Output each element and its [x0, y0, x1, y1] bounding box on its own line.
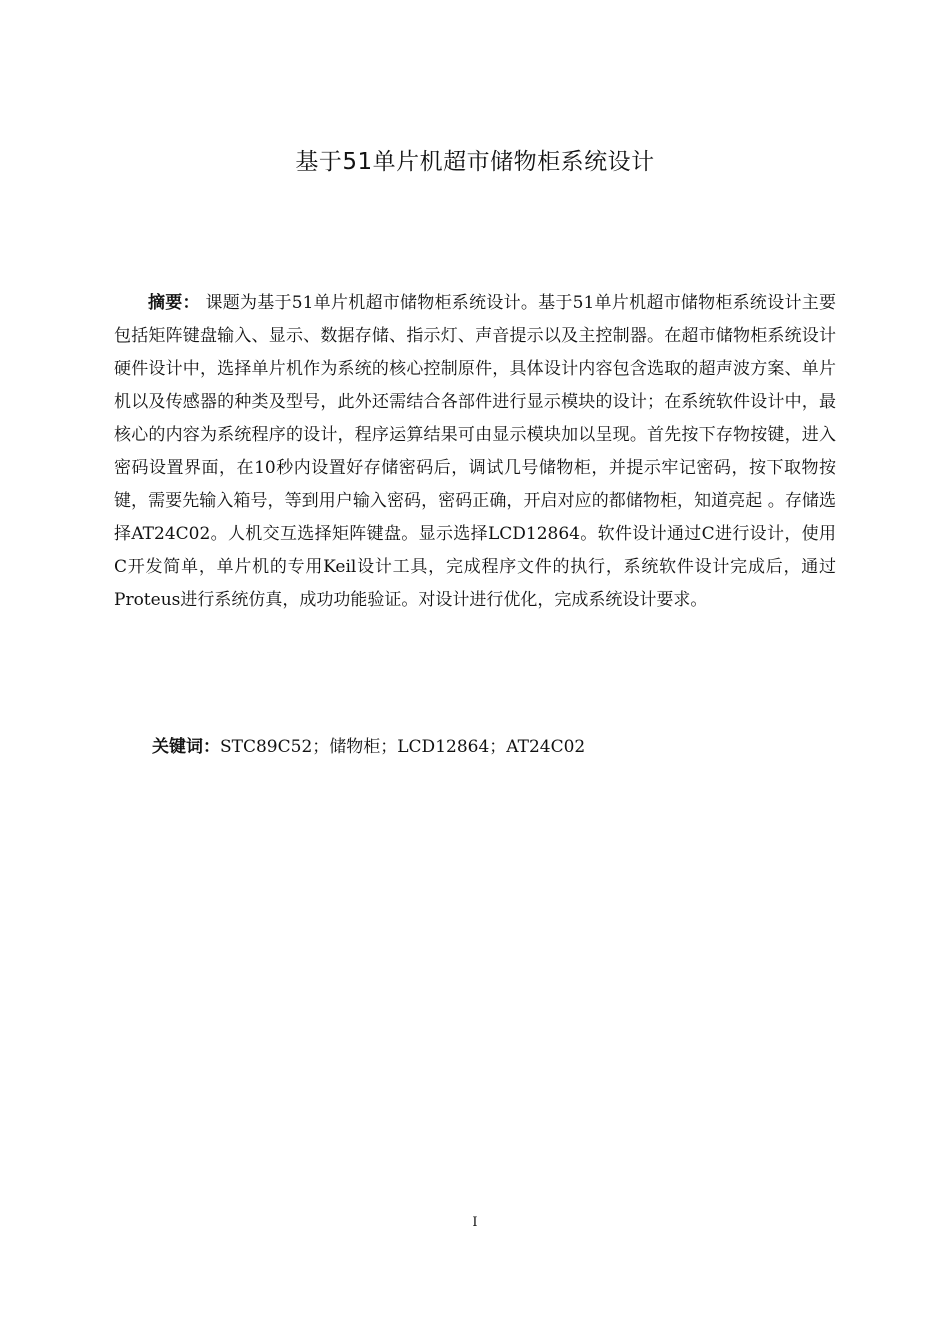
page-number: I — [472, 1215, 478, 1230]
keywords-paragraph — [114, 731, 836, 764]
abstract-label: 摘要： — [148, 293, 200, 313]
keywords-text: STC89C52；储物柜；LCD12864；AT24C02 — [220, 737, 586, 757]
document-title: 基于51单片机超市储物柜系统设计 — [295, 149, 655, 175]
abstract-text: 课题为基于51单片机超市储物柜系统设计。基于51单片机超市储物柜系统设计主要包括矩阵键盘输入、显示、数据存储、指示灯、声音提示以及主控制器。在超市储物柜系统设计硬件设计中，选择单片机作为系统的核心控制原件，具体设计内容包含选取的超声波方案、单片机以及传感器的种类及型号，此外还需结合各部件进行显示模块的设计；在系统软件设计中，最核心的内容为系统程序的设计，程序运算结果可由显示模块加以呈现。首先按下存物按键，进入密码设置界面，在10秒内设置好存储密码后，调试几号储物柜，并提示牢记密码，按下取物按键，需要先输入箱号，等到用户输入密码，密码正确，开启对应的都储物柜，知道亮起 。存储选择AT24C02。人机交互选择矩阵键盘。显示选择LCD12864。软件设计通过C进行设计，使用C开发简单，单片机的专用Keil设计工具，完成程序文件的执行，系统软件设计完成后，通过Proteus进行系统仿真，成功功能验证。对设计进行优化，完成系统设计要求。 — [114, 293, 836, 610]
abstract-paragraph — [114, 287, 836, 617]
keywords-label: 关键词： — [152, 737, 220, 757]
